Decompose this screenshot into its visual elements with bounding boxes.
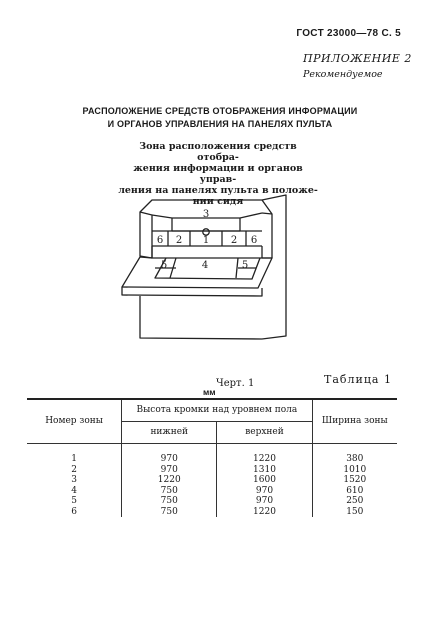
zone-label: 1 [202,235,210,246]
console-desk [122,257,272,288]
appendix-title: ПРИЛОЖЕНИЕ 2 [303,52,412,65]
cell-width: 150 [312,507,397,518]
cell-zone: 2 [71,464,77,475]
col-lower-header: нижней [122,421,217,443]
cell-width: 1010 [312,465,397,476]
console-side-wall [262,195,286,339]
table-row [27,454,397,465]
heading-line-1: РАСПОЛОЖЕНИЕ СРЕДСТВ ОТОБРАЖЕНИЯ ИНФОРМАЦИИ [82,106,358,116]
table-row [27,486,397,497]
zone-label: 5 [160,260,168,271]
cell-upper: 970 [217,496,312,507]
zone-label: 6 [156,235,164,246]
cell-upper: 1310 [217,465,312,476]
appendix-status: Рекомендуемое [303,69,383,80]
cell-width: 610 [312,486,397,497]
caption-line: жения информации и органов управ- [133,163,303,185]
cell-zone: 1 [71,454,77,464]
col-upper-header: верхней [217,421,312,443]
table-row [27,475,397,486]
cell-upper: 970 [217,486,312,497]
table-row [27,465,397,476]
table-title: Таблица 1 [324,373,392,386]
console-base [140,296,262,339]
zone-dimensions-table [27,398,397,517]
zone-label: 4 [201,260,209,271]
zone-label: 6 [250,235,258,246]
zone-label: 5 [241,260,249,271]
figure-label: Черт. 1 [216,378,255,389]
cell-width: 380 [312,454,397,465]
cell-upper: 1220 [217,454,312,465]
cell-lower: 970 [122,454,217,465]
cell-lower: 970 [122,465,217,476]
zone-label: 2 [175,235,183,246]
cell-zone: 3 [71,475,77,485]
cell-zone: 4 [71,485,77,496]
caption-line: Зона расположения средств отобра- [139,141,297,163]
cell-width: 250 [312,496,397,507]
cell-upper: 1220 [217,507,312,518]
cell-width: 1520 [312,475,397,486]
col-zone-header: Номер зоны [27,399,122,443]
caption-line: ления на панелях пульта в положе- [118,185,318,196]
col-width-header: Ширина зоны [312,399,397,443]
table-unit: мм [203,387,216,397]
cell-upper: 1600 [217,475,312,486]
zone-label: 3 [202,209,210,220]
cell-zone: 6 [71,506,77,517]
table-row [27,507,397,518]
cell-lower: 1220 [122,475,217,486]
table-row [27,496,397,507]
heading-line-2: И ОРГАНОВ УПРАВЛЕНИЯ НА ПАНЕЛЯХ ПУЛЬТА [107,119,333,129]
cell-zone: 5 [71,496,77,506]
zone-label: 2 [230,235,238,246]
col-height-group-header: Высота кромки над уровнем пола [122,399,312,421]
cell-lower: 750 [122,496,217,507]
cell-lower: 750 [122,486,217,497]
document-reference: ГОСТ 23000—78 С. 5 [296,28,401,39]
cell-lower: 750 [122,507,217,518]
caption-line: нии сидя [192,196,244,207]
